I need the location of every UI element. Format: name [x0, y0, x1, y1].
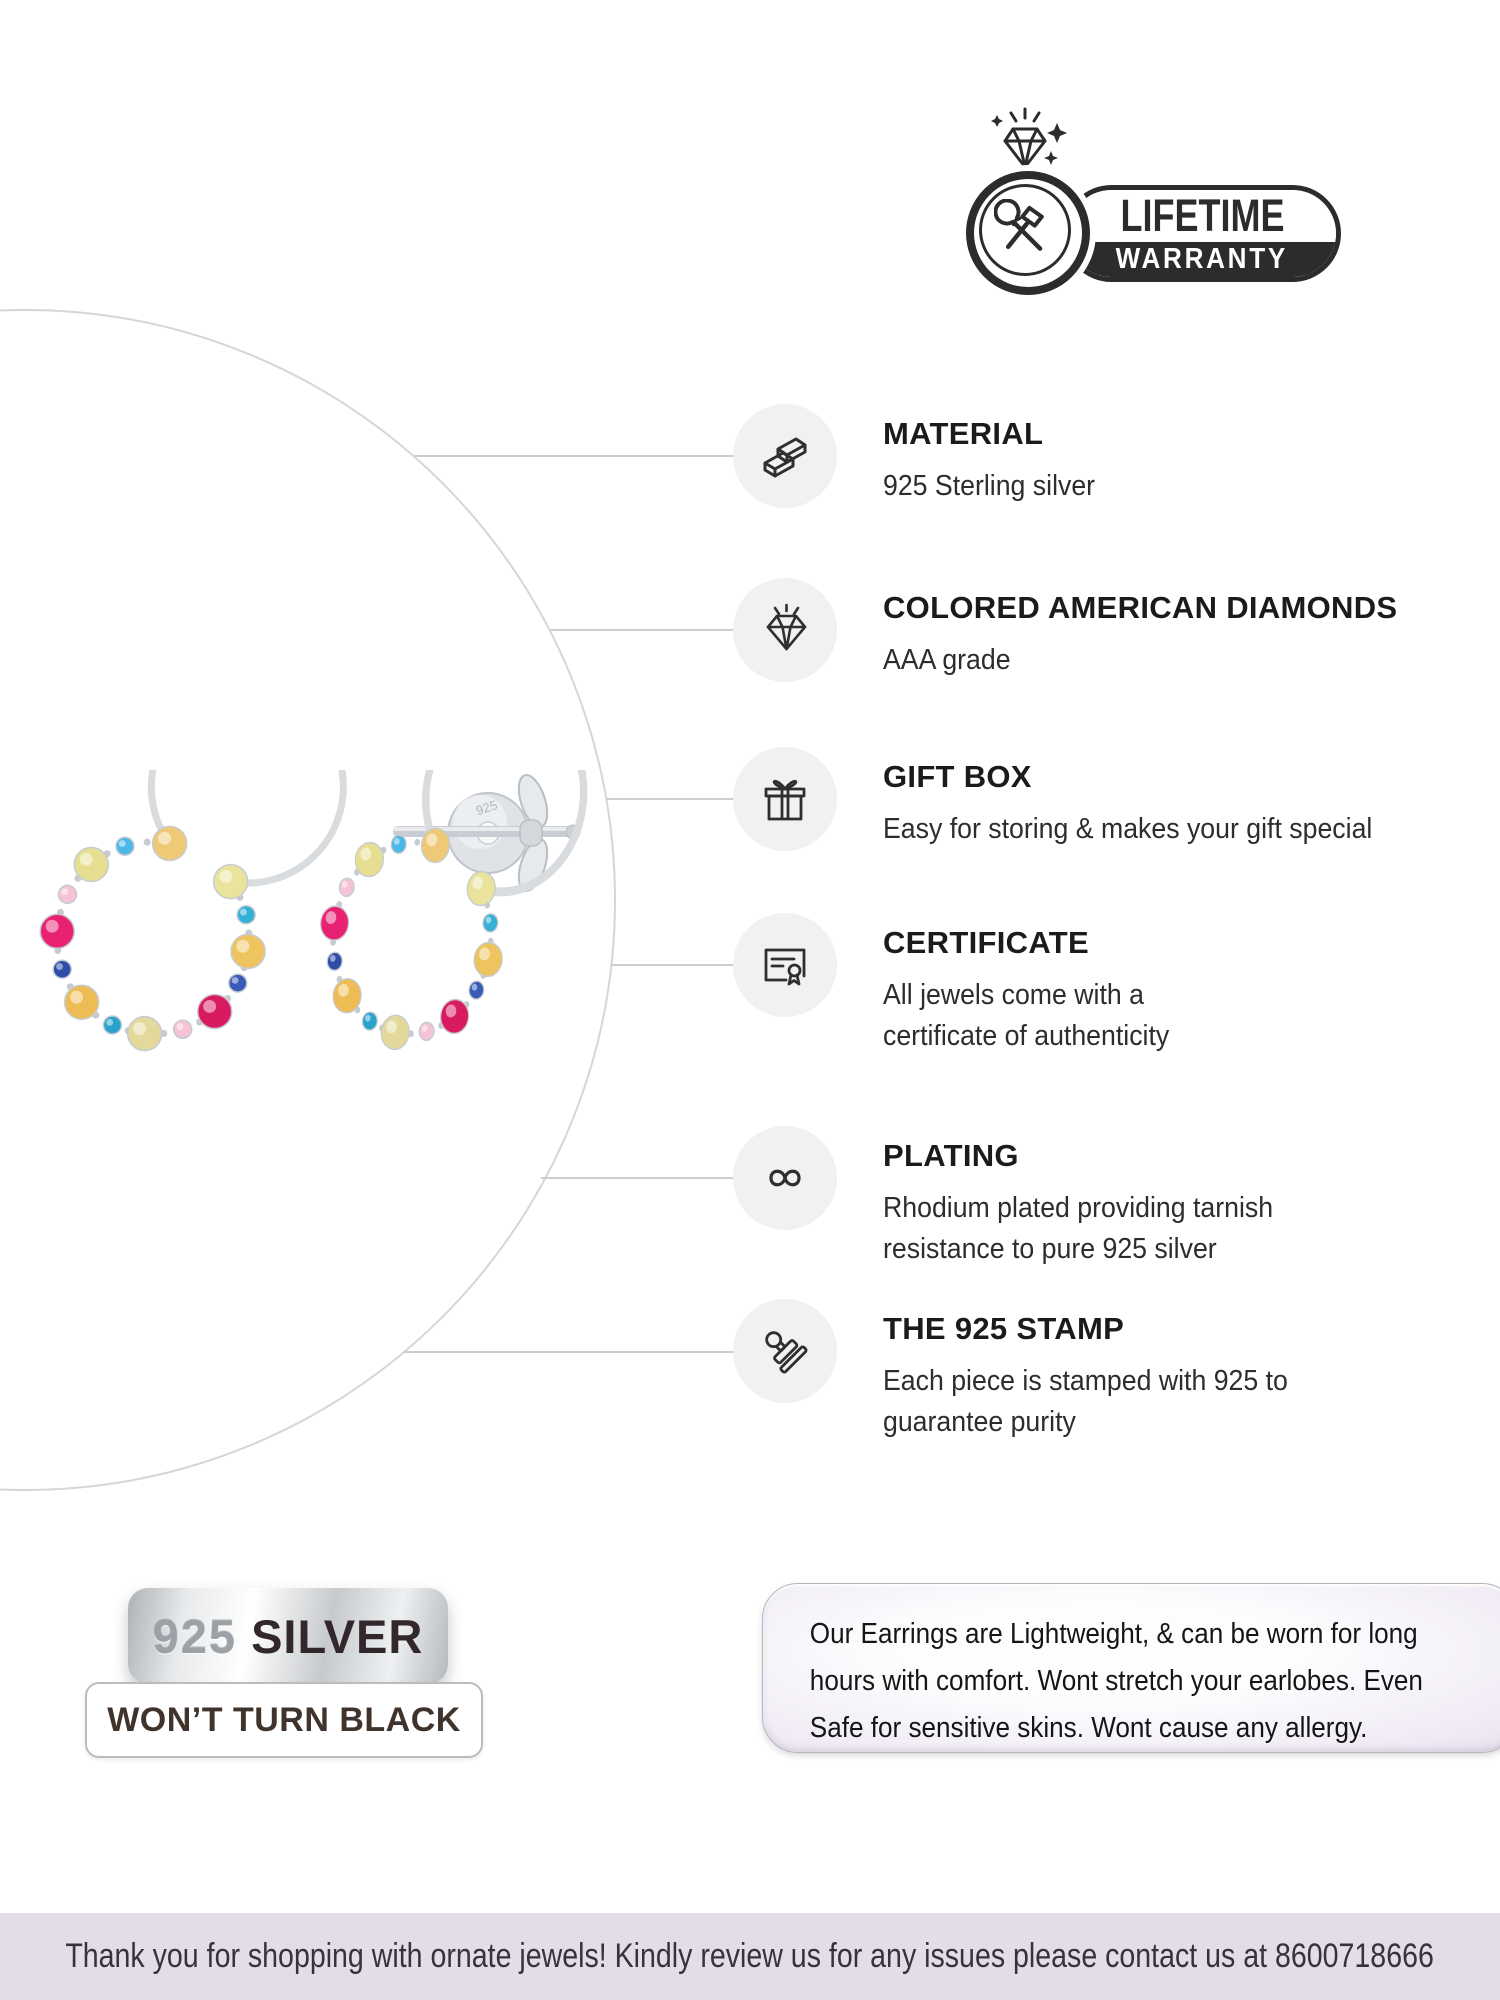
stamp-icon — [733, 1299, 837, 1403]
feature-title: COLORED AMERICAN DIAMONDS — [883, 590, 1398, 625]
warranty-pill — [1063, 185, 1341, 282]
feature-row-certificate — [733, 913, 1500, 1057]
925-number: 925 — [152, 1609, 238, 1663]
feature-title: MATERIAL — [883, 416, 1044, 451]
feature-title: THE 925 STAMP — [883, 1311, 1125, 1346]
feature-title: GIFT BOX — [883, 759, 1032, 794]
left-earring — [40, 770, 343, 1051]
feature-text: Easy for storing & makes your gift special — [883, 813, 1373, 845]
lifetime-label: LIFETIME — [1119, 190, 1284, 241]
feature-text: Each piece is stamped with 925 to guarantee purity — [883, 1365, 1288, 1438]
feature-row-material — [733, 404, 1500, 508]
lifetime-warranty-badge — [963, 103, 1363, 298]
925-silver-badge — [128, 1588, 448, 1684]
silver-bars-icon — [733, 404, 837, 508]
feature-text: All jewels come with a certificate of authenticity — [883, 979, 1170, 1052]
feature-row-plating — [733, 1126, 1500, 1270]
feature-text: 925 Sterling silver — [883, 470, 1096, 502]
diamond-icon — [733, 578, 837, 682]
footer-text: Thank you for shopping with ornate jewels! Kindly review us for any issues please contact us at 8600718666 — [65, 1937, 1435, 1975]
footer-bar — [0, 1913, 1500, 2000]
wont-turn-black-label: WON’T TURN BLACK — [107, 1700, 461, 1739]
stamp-925-engraving: 925 — [473, 797, 500, 819]
earrings-product-image — [0, 770, 620, 1100]
feature-row-925-stamp — [733, 1299, 1500, 1443]
feature-row-diamonds — [733, 578, 1500, 682]
warranty-ring-circle — [966, 171, 1090, 295]
feature-row-gift-box — [733, 747, 1500, 851]
feature-text: Rhodium plated providing tarnish resistance to pure 925 silver — [883, 1192, 1274, 1265]
silver-word: SILVER — [251, 1609, 424, 1663]
comfort-info-box — [762, 1583, 1500, 1753]
diamond-ring-icon — [975, 103, 1080, 175]
warranty-label: WARRANTY — [1115, 243, 1289, 275]
certificate-icon — [733, 913, 837, 1017]
feature-title: CERTIFICATE — [883, 925, 1089, 960]
wrench-hammer-icon — [994, 199, 1056, 261]
feature-title: PLATING — [883, 1138, 1019, 1173]
wont-turn-black-badge — [85, 1682, 483, 1758]
feature-text: AAA grade — [883, 644, 1011, 676]
right-earring — [308, 770, 593, 1066]
comfort-info-text: Our Earrings are Lightweight, & can be worn for long hours with comfort. Wont stretch your earlobes. Even Safe for sensitive skins. Wont cause any allergy. — [809, 1618, 1423, 1744]
gift-box-icon — [733, 747, 837, 851]
infinity-icon — [733, 1126, 837, 1230]
